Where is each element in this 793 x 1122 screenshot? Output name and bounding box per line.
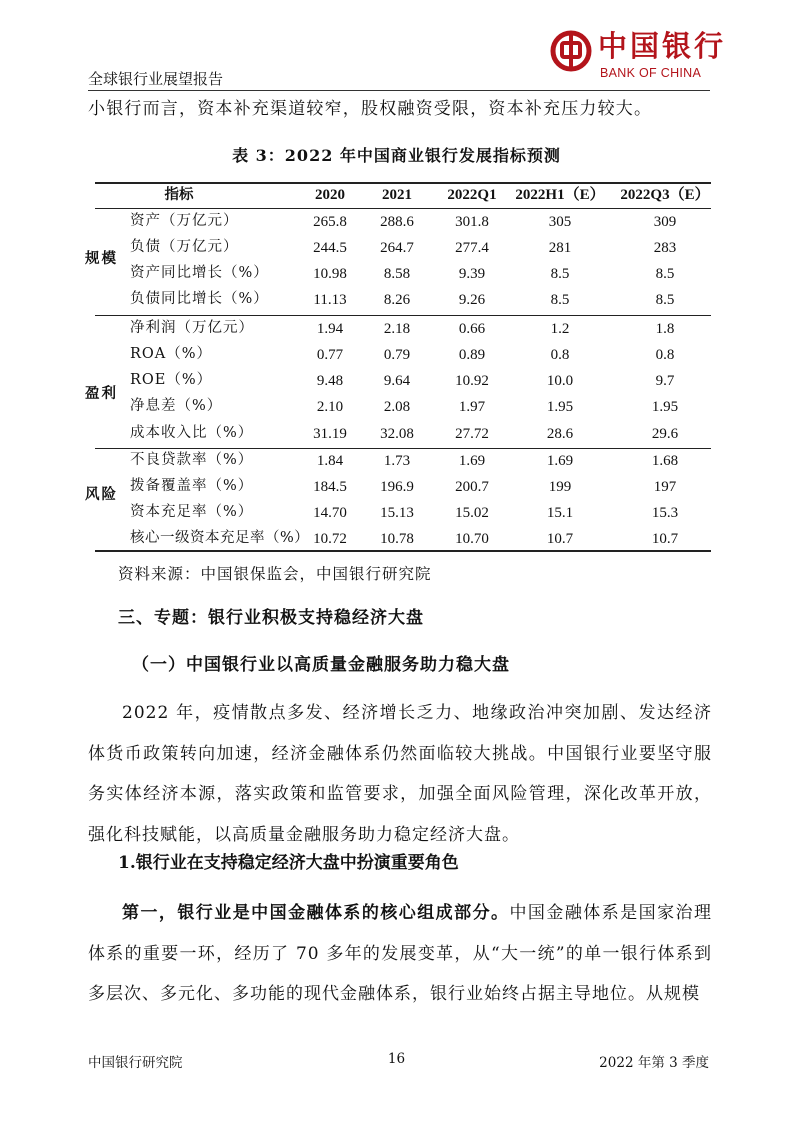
header-divider xyxy=(88,90,710,91)
table-cell: 200.7 xyxy=(455,479,489,495)
table-cell: 0.77 xyxy=(316,347,344,363)
table-cell: 10.7 xyxy=(546,531,574,547)
table-cell: 301.8 xyxy=(455,214,489,230)
table-cell: 1.95 xyxy=(651,399,679,415)
table-cell: 8.5 xyxy=(655,292,675,308)
table-cell: 10.72 xyxy=(313,531,347,547)
body-paragraph: 2022 年，疫情散点多发、经济增长乏力、地缘政治冲突加剧、发达经济体货币政策转向加速，经济金融体系仍然面临较大挑战。中国银行业要坚守服务实体经济本源，落实政策和监管要求，加强全面风险管理，深化改革开放，强化科技赋能，以高质量金融服务助力稳定经济大盘。 xyxy=(88,703,712,845)
column-header: 2022Q1 xyxy=(447,187,497,203)
table-cell: 265.8 xyxy=(313,214,347,230)
report-title: 全球银行业展望报告 xyxy=(88,70,224,88)
table-cell: 10.98 xyxy=(313,266,347,282)
page-number: 16 xyxy=(387,1051,406,1067)
table-cell: 15.1 xyxy=(546,505,574,521)
row-label: 资本充足率（%） xyxy=(130,504,254,520)
column-header: 2022H1（E） xyxy=(515,187,605,203)
row-label: 净息差（%） xyxy=(130,398,223,414)
table-cell: 9.64 xyxy=(383,373,411,389)
table-cell: 244.5 xyxy=(313,240,347,256)
table-cell: 9.26 xyxy=(458,292,486,308)
table-cell: 9.39 xyxy=(458,266,486,282)
table-cell: 264.7 xyxy=(380,240,414,256)
table-cell: 15.02 xyxy=(455,505,489,521)
table-cell: 1.94 xyxy=(316,321,344,337)
header-rule xyxy=(95,208,711,209)
table-cell: 15.13 xyxy=(380,505,414,521)
row-label: 拨备覆盖率（%） xyxy=(130,478,254,494)
table-top-rule xyxy=(95,182,711,184)
table-cell: 283 xyxy=(653,240,677,256)
logo-english-name: BANK OF CHINA xyxy=(600,66,702,80)
table-cell: 14.70 xyxy=(313,505,347,521)
table-cell: 28.6 xyxy=(546,426,574,442)
continuation-text: 小银行而言，资本补充渠道较窄，股权融资受限，资本补充压力较大。 xyxy=(88,99,653,119)
table-cell: 0.8 xyxy=(550,347,570,363)
footer-period: 2022 年第 3 季度 xyxy=(599,1055,709,1071)
table-cell: 10.7 xyxy=(651,531,679,547)
table-cell: 288.6 xyxy=(380,214,414,230)
group-label-scale: 规模 xyxy=(85,250,118,267)
table-cell: 10.0 xyxy=(546,373,574,389)
table-cell: 10.70 xyxy=(455,531,489,547)
table-cell: 1.97 xyxy=(458,399,486,415)
table-cell: 196.9 xyxy=(380,479,414,495)
table-cell: 31.19 xyxy=(313,426,347,442)
table-cell: 8.5 xyxy=(655,266,675,282)
table-cell: 8.5 xyxy=(550,266,570,282)
table-cell: 9.48 xyxy=(316,373,344,389)
table-cell: 11.13 xyxy=(313,292,347,308)
table-cell: 1.69 xyxy=(546,453,574,469)
table-cell: 9.7 xyxy=(655,373,675,389)
group-label-risk: 风险 xyxy=(85,486,118,503)
table-cell: 305 xyxy=(548,214,572,230)
table-cell: 32.08 xyxy=(380,426,414,442)
row-label: 资产（万亿元） xyxy=(130,213,239,229)
table-cell: 0.79 xyxy=(383,347,411,363)
table-cell: 2.10 xyxy=(316,399,344,415)
table-cell: 8.58 xyxy=(383,266,411,282)
table-cell: 1.69 xyxy=(458,453,486,469)
table-cell: 184.5 xyxy=(313,479,347,495)
table-cell: 1.2 xyxy=(550,321,570,337)
paragraph-lead: 第一，银行业是中国金融体系的核心组成部分。 xyxy=(122,903,510,923)
subsection-heading: （一）中国银行业以高质量金融服务助力稳大盘 xyxy=(132,655,510,675)
column-header: 2020 xyxy=(315,187,345,203)
logo-chinese-name: 中国银行 xyxy=(598,29,727,63)
table-cell: 1.8 xyxy=(655,321,675,337)
footer-institution: 中国银行研究院 xyxy=(88,1055,183,1071)
row-label: 净利润（万亿元） xyxy=(130,320,254,336)
table-caption: 表 3：2022 年中国商业银行发展指标预测 xyxy=(232,146,561,165)
table-source: 资料来源：中国银保监会，中国银行研究院 xyxy=(118,565,432,583)
table-cell: 277.4 xyxy=(455,240,489,256)
column-header: 2021 xyxy=(382,187,412,203)
table-cell: 0.66 xyxy=(458,321,486,337)
column-header: 2022Q3（E） xyxy=(620,187,710,203)
table-cell: 10.92 xyxy=(455,373,489,389)
row-label: 成本收入比（%） xyxy=(130,425,254,441)
group-rule xyxy=(95,315,711,316)
table-cell: 197 xyxy=(653,479,677,495)
table-cell: 2.08 xyxy=(383,399,411,415)
row-label: 负债同比增长（%） xyxy=(130,291,269,307)
table-cell: 29.6 xyxy=(651,426,679,442)
paragraph-text: 中国金融体系是国家治理体系的重要一环，经历了 70 多年的发展变革，从“大一统”的单一银行体系到多层次、多元化、多功能的现代金融体系，银行业始终占据主导地位。从规模 xyxy=(88,903,713,1004)
row-label: 核心一级资本充足率（%） xyxy=(130,530,310,546)
row-label: ROE（%） xyxy=(130,372,213,388)
table-cell: 10.78 xyxy=(380,531,414,547)
table-cell: 199 xyxy=(548,479,572,495)
table-cell: 1.84 xyxy=(316,453,344,469)
bank-logo xyxy=(548,24,727,82)
column-header: 指标 xyxy=(164,186,194,203)
table-cell: 0.89 xyxy=(458,347,486,363)
table-cell: 8.26 xyxy=(383,292,411,308)
bank-of-china-emblem-icon xyxy=(550,30,592,72)
row-label: 不良贷款率（%） xyxy=(130,452,254,468)
table-cell: 281 xyxy=(548,240,572,256)
table-cell: 0.8 xyxy=(655,347,675,363)
table-cell: 15.3 xyxy=(651,505,679,521)
section-heading: 三、专题：银行业积极支持稳经济大盘 xyxy=(118,608,424,628)
table-cell: 8.5 xyxy=(550,292,570,308)
group-label-profit: 盈利 xyxy=(85,385,118,402)
table-cell: 1.68 xyxy=(651,453,679,469)
table-bottom-rule xyxy=(95,550,711,552)
point-heading: 1.银行业在支持稳定经济大盘中扮演重要角色 xyxy=(118,853,459,873)
body-paragraph xyxy=(88,893,712,1015)
table-cell: 1.95 xyxy=(546,399,574,415)
table-cell: 309 xyxy=(653,214,677,230)
row-label: 负债（万亿元） xyxy=(130,239,239,255)
group-rule xyxy=(95,448,711,449)
row-label: 资产同比增长（%） xyxy=(130,265,269,281)
table-cell: 2.18 xyxy=(383,321,411,337)
row-label: ROA（%） xyxy=(130,346,213,362)
table-cell: 27.72 xyxy=(455,426,489,442)
table-cell: 1.73 xyxy=(383,453,411,469)
